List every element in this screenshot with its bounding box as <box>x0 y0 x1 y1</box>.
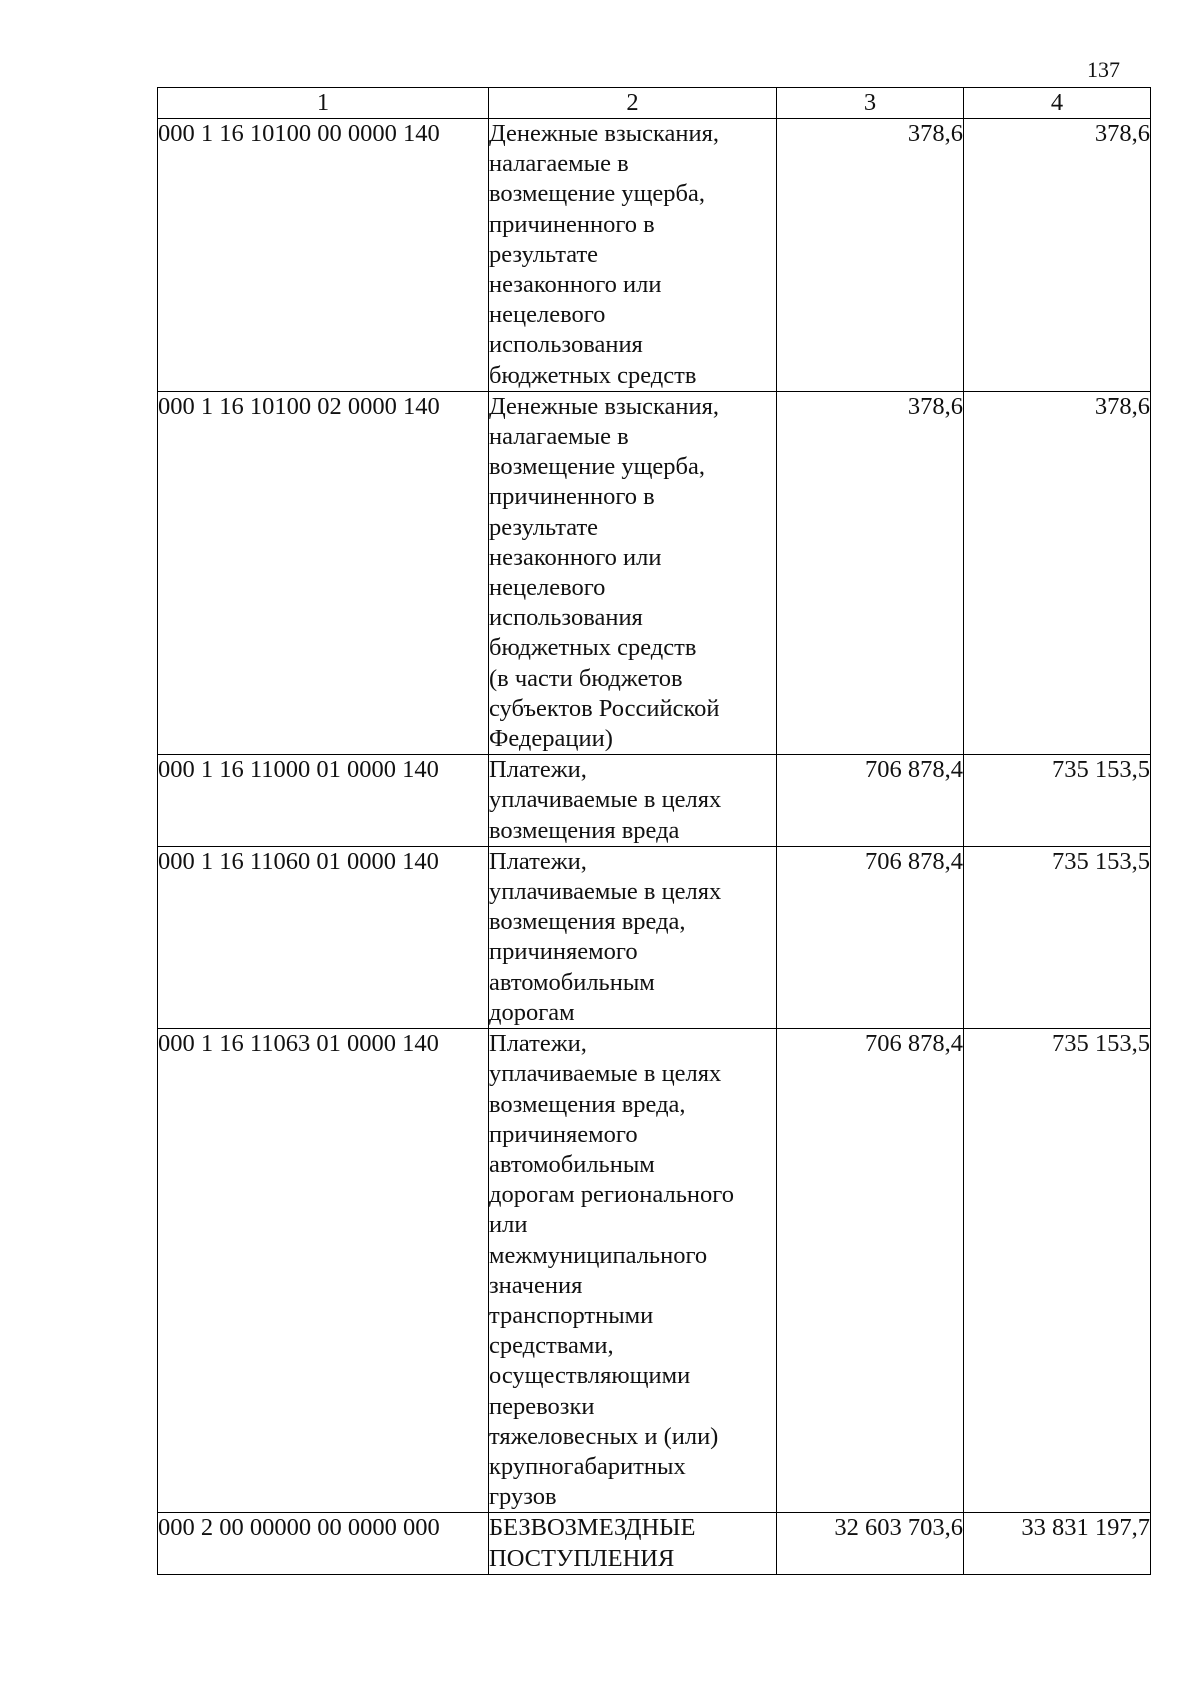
revenue-name-line: перевозки <box>489 1392 595 1420</box>
revenue-name-line: Федерации) <box>489 725 613 753</box>
revenue-name-line: межмуниципального <box>489 1241 708 1269</box>
revenue-name-line: использования <box>489 604 643 632</box>
revenue-name-line: налагаемые в <box>489 150 629 178</box>
revenue-name-line: Платежи, <box>489 1030 587 1058</box>
amount-column-4: 735 153,5 <box>964 1029 1151 1513</box>
revenue-name-line: крупногабаритных <box>489 1452 686 1480</box>
revenue-name <box>489 119 777 392</box>
column-header-1: 1 <box>158 88 489 119</box>
revenue-name-line: БЕЗВОЗМЕЗДНЫЕ <box>489 1514 696 1542</box>
revenue-name-line: возмещение ущерба, <box>489 180 706 208</box>
revenue-name-line: возмещения вреда <box>489 816 680 844</box>
budget-classification-code: 000 1 16 11063 01 0000 140 <box>158 1029 489 1513</box>
amount-column-3: 706 878,4 <box>777 1029 964 1513</box>
revenue-name-line: транспортными <box>489 1301 654 1329</box>
revenue-name-line: уплачиваемые в целях <box>489 1060 722 1088</box>
amount-column-3: 32 603 703,6 <box>777 1513 964 1574</box>
revenue-name-line: возмещения вреда, <box>489 908 686 936</box>
table-header <box>158 88 1151 119</box>
revenue-name-line: возмещение ущерба, <box>489 453 706 481</box>
amount-column-4: 378,6 <box>964 391 1151 754</box>
revenue-name-line: результате <box>489 513 599 541</box>
budget-revenue-table <box>157 87 1151 1575</box>
revenue-name-line: уплачиваемые в целях <box>489 786 722 814</box>
revenue-name <box>489 755 777 847</box>
page-number: 137 <box>1087 57 1120 82</box>
budget-classification-code: 000 1 16 10100 00 0000 140 <box>158 119 489 392</box>
revenue-name-line: тяжеловесных и (или) <box>489 1422 719 1450</box>
revenue-name-line: Платежи, <box>489 756 587 784</box>
amount-column-4: 735 153,5 <box>964 846 1151 1028</box>
revenue-name-line: нецелевого <box>489 574 606 602</box>
amount-column-4: 33 831 197,7 <box>964 1513 1151 1574</box>
revenue-name-line: дорогам <box>489 998 575 1026</box>
revenue-name-line: результате <box>489 240 599 268</box>
revenue-name <box>489 846 777 1028</box>
revenue-name-line: уплачиваемые в целях <box>489 878 722 906</box>
revenue-name-line: дорогам регионального <box>489 1181 734 1209</box>
column-header-3: 3 <box>777 88 964 119</box>
revenue-name-line: автомобильным <box>489 1150 655 1178</box>
revenue-name-line: (в части бюджетов <box>489 664 683 692</box>
revenue-name-line: использования <box>489 331 643 359</box>
revenue-name-line: или <box>489 1211 528 1239</box>
revenue-name-line: бюджетных средств <box>489 361 697 389</box>
revenue-name-line: Денежные взыскания, <box>489 120 719 147</box>
revenue-name-line: бюджетных средств <box>489 634 697 662</box>
amount-column-3: 378,6 <box>777 119 964 392</box>
amount-column-3: 706 878,4 <box>777 755 964 847</box>
revenue-name-line: причиненного в <box>489 210 655 238</box>
column-header-4: 4 <box>964 88 1151 119</box>
revenue-name-line: причиняемого <box>489 938 638 966</box>
revenue-name-line: нецелевого <box>489 301 606 329</box>
budget-classification-code: 000 1 16 11060 01 0000 140 <box>158 846 489 1028</box>
amount-column-3: 706 878,4 <box>777 846 964 1028</box>
revenue-name <box>489 391 777 754</box>
revenue-name-line: Денежные взыскания, <box>489 392 719 420</box>
revenue-name <box>489 1513 777 1574</box>
table-row <box>158 1513 1151 1574</box>
revenue-name-line: грузов <box>489 1483 557 1511</box>
revenue-name-line: причиняемого <box>489 1120 638 1148</box>
revenue-name-line: ПОСТУПЛЕНИЯ <box>489 1544 675 1572</box>
amount-column-4: 735 153,5 <box>964 755 1151 847</box>
column-header-2: 2 <box>489 88 777 119</box>
revenue-name-line: налагаемые в <box>489 423 629 451</box>
amount-column-3: 378,6 <box>777 391 964 754</box>
table-row <box>158 391 1151 754</box>
budget-classification-code: 000 1 16 10100 02 0000 140 <box>158 391 489 754</box>
revenue-name-line: возмещения вреда, <box>489 1090 686 1118</box>
revenue-name-line: субъектов Российской <box>489 694 720 722</box>
revenue-name-line: автомобильным <box>489 968 655 996</box>
table-row <box>158 755 1151 847</box>
table-body <box>158 119 1151 1575</box>
table-row <box>158 846 1151 1028</box>
table-row <box>158 119 1151 392</box>
revenue-name-line: Платежи, <box>489 847 587 875</box>
revenue-name-line: средствами, <box>489 1332 614 1360</box>
budget-classification-code: 000 1 16 11000 01 0000 140 <box>158 755 489 847</box>
header-row <box>158 88 1151 119</box>
revenue-name-line: незаконного или <box>489 543 662 571</box>
revenue-name-line: осуществляющими <box>489 1362 691 1390</box>
revenue-name-line: причиненного в <box>489 483 655 511</box>
revenue-name-line: значения <box>489 1271 583 1299</box>
table-row <box>158 1029 1151 1513</box>
revenue-name-line: незаконного или <box>489 271 662 299</box>
revenue-name <box>489 1029 777 1513</box>
budget-classification-code: 000 2 00 00000 00 0000 000 <box>158 1513 489 1574</box>
amount-column-4: 378,6 <box>964 119 1151 392</box>
